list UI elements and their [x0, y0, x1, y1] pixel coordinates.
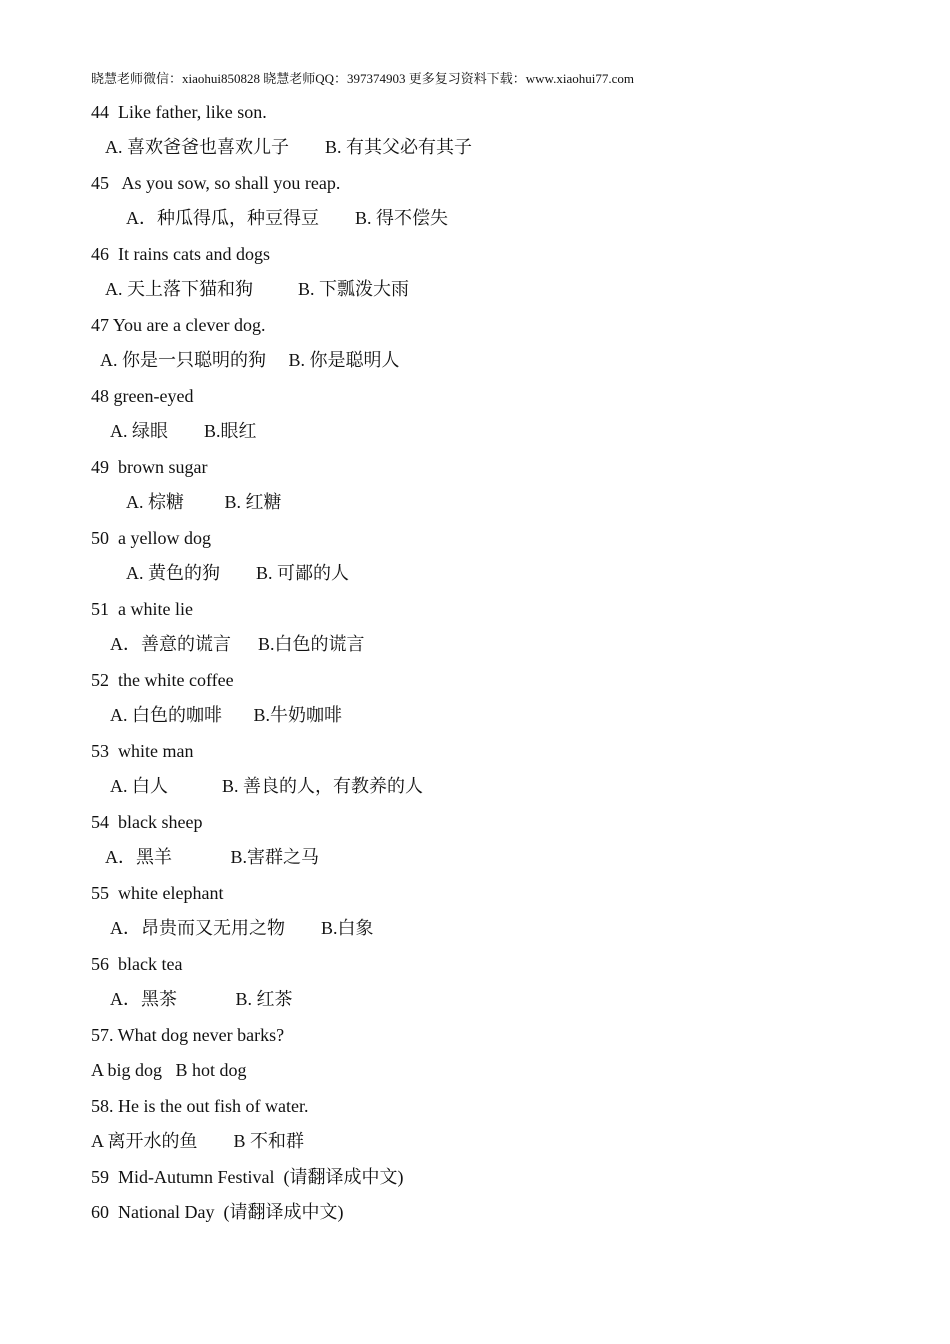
q52-options: A. 白色的咖啡 B.牛奶咖啡	[110, 705, 343, 725]
q53-options: A. 白人 B. 善良的人，有教养的人	[110, 776, 424, 796]
q49-options: A. 棕糖 B. 红糖	[126, 492, 282, 512]
q55-options: A．昂贵而又无用之物 B.白象	[110, 918, 374, 938]
q47-options: A. 你是一只聪明的狗 B. 你是聪明人	[100, 350, 400, 370]
q47-question: 47 You are a clever dog.	[91, 315, 266, 335]
q58-options: A 离开水的鱼 B 不和群	[91, 1131, 305, 1151]
q56-question: 56 black tea	[91, 954, 183, 974]
q57-options: A big dog B hot dog	[91, 1060, 247, 1080]
q45-options: A．种瓜得瓜，种豆得豆 B. 得不偿失	[126, 208, 449, 228]
q54-question: 54 black sheep	[91, 812, 203, 832]
q50-question: 50 a yellow dog	[91, 528, 211, 548]
page-header: 晓慧老师微信：xiaohui850828 晓慧老师QQ：397374903 更多复习资料下载：www.xiaohui77.com	[91, 71, 634, 86]
q58-question: 58. He is the out fish of water.	[91, 1096, 309, 1116]
q52-question: 52 the white coffee	[91, 670, 234, 690]
q51-options: A．善意的谎言 B.白色的谎言	[110, 634, 365, 654]
q53-question: 53 white man	[91, 741, 194, 761]
q49-question: 49 brown sugar	[91, 457, 208, 477]
q59-question: 59 Mid-Autumn Festival (请翻译成中文)	[91, 1167, 404, 1187]
q60-question: 60 National Day (请翻译成中文)	[91, 1202, 344, 1222]
q44-question: 44 Like father, like son.	[91, 102, 267, 122]
q44-options: A. 喜欢爸爸也喜欢儿子 B. 有其父必有其子	[105, 137, 473, 157]
q48-options: A. 绿眼 B.眼红	[110, 421, 257, 441]
q45-question: 45 As you sow, so shall you reap.	[91, 173, 341, 193]
q50-options: A. 黄色的狗 B. 可鄙的人	[126, 563, 350, 583]
q56-options: A．黑茶 B. 红茶	[110, 989, 293, 1009]
q57-question: 57. What dog never barks?	[91, 1025, 285, 1045]
q46-question: 46 It rains cats and dogs	[91, 244, 270, 264]
q51-question: 51 a white lie	[91, 599, 193, 619]
q48-question: 48 green-eyed	[91, 386, 194, 406]
q54-options: A．黑羊 B.害群之马	[105, 847, 320, 867]
q55-question: 55 white elephant	[91, 883, 224, 903]
q46-options: A. 天上落下猫和狗 B. 下瓢泼大雨	[105, 279, 410, 299]
